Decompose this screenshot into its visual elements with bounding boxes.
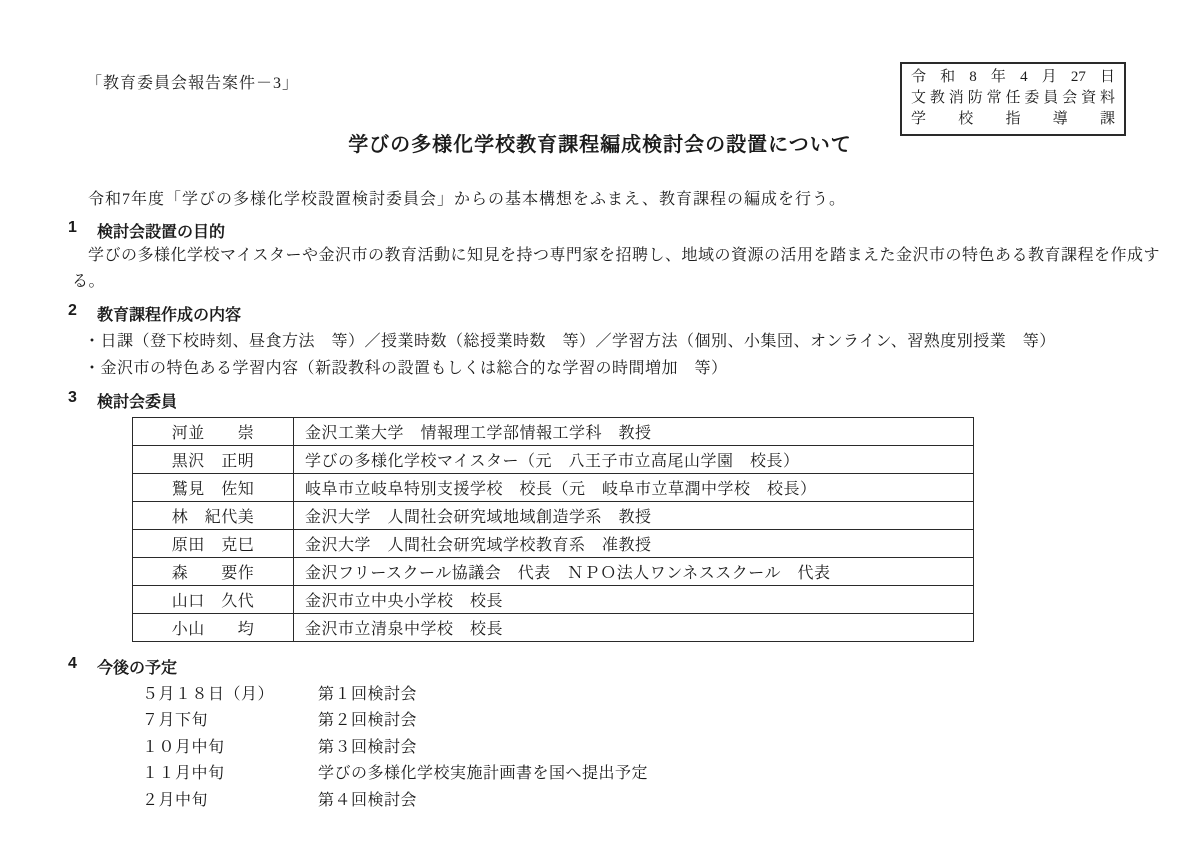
member-role-cell: 金沢大学 人間社会研究域学校教育系 准教授	[294, 530, 974, 558]
member-role-cell: 金沢工業大学 情報理工学部情報工学科 教授	[294, 418, 974, 446]
section-2-bullet-list	[84, 328, 1056, 381]
member-role-cell: 岐阜市立岐阜特別支援学校 校長（元 岐阜市立草潤中学校 校長）	[294, 474, 974, 502]
member-name-cell: 林 紀代美	[133, 502, 294, 530]
doc-reference-label: 「教育委員会報告案件－3」	[86, 75, 300, 92]
section-2-number: 2	[68, 302, 77, 319]
member-role-cell: 金沢市立清泉中学校 校長	[294, 614, 974, 642]
schedule-date: ５月１８日（月）	[142, 686, 275, 703]
member-role-cell: 学びの多様化学校マイスター（元 八王子市立高尾山学園 校長）	[294, 446, 974, 474]
section-4-title: 今後の予定	[97, 660, 178, 677]
section-1-body: 学びの多様化学校マイスターや金沢市の教育活動に知見を持つ専門家を招聘し、地域の資源の活用を踏まえた金沢市の特色ある教育課程を作成する。	[72, 247, 1161, 291]
table-row	[133, 614, 974, 642]
section-4-heading	[68, 655, 177, 678]
header-info-box	[900, 62, 1126, 136]
schedule-date: ７月下旬	[142, 712, 209, 730]
schedule-item	[142, 734, 648, 760]
schedule-date: １０月中旬	[142, 738, 225, 756]
intro-paragraph: 令和7年度「学びの多様化学校設置検討委員会」からの基本構想をふまえ、教育課程の編成を行う。	[88, 191, 846, 208]
table-row	[133, 558, 974, 586]
schedule-item	[142, 707, 648, 733]
section-3-title: 検討会委員	[97, 394, 178, 411]
member-name-cell: 原田 克巳	[133, 530, 294, 558]
table-row	[133, 502, 974, 530]
member-name-cell: 森 要作	[133, 558, 294, 586]
schedule-item	[142, 681, 648, 707]
schedule-list	[142, 681, 648, 813]
header-committee-name: 文教消防常任委員会資料	[911, 90, 1115, 106]
section-3-number: 3	[68, 389, 77, 406]
member-role-cell: 金沢市立中央小学校 校長	[294, 586, 974, 614]
schedule-event: 学びの多様化学校実施計画書を国へ提出予定	[318, 765, 649, 783]
section-2-title: 教育課程作成の内容	[97, 307, 242, 324]
page-title: 学びの多様化学校教育課程編成検討会の設置について	[348, 134, 852, 156]
schedule-date: １１月中旬	[142, 765, 225, 783]
table-row	[133, 474, 974, 502]
member-name-cell: 河並 崇	[133, 418, 294, 446]
table-row	[133, 418, 974, 446]
schedule-item	[142, 787, 648, 813]
table-row	[133, 530, 974, 558]
section-4-number: 4	[68, 655, 77, 672]
member-name-cell: 山口 久代	[133, 586, 294, 614]
member-name-cell: 小山 均	[133, 614, 294, 642]
member-name-cell: 黒沢 正明	[133, 446, 294, 474]
schedule-item	[142, 760, 648, 786]
schedule-event: 第３回検討会	[318, 738, 418, 756]
schedule-event: 第４回検討会	[318, 791, 418, 809]
member-role-cell: 金沢大学 人間社会研究域地域創造学系 教授	[294, 502, 974, 530]
section-3-heading	[68, 389, 177, 412]
section-1-title: 検討会設置の目的	[97, 224, 226, 241]
committee-members-table	[132, 417, 974, 642]
bullet-item: ・金沢市の特色ある学習内容（新設教科の設置もしくは総合的な学習の時間増加 等）	[84, 359, 728, 377]
section-1-heading	[68, 219, 225, 242]
table-row	[133, 586, 974, 614]
section-2-heading	[68, 302, 241, 325]
table-row	[133, 446, 974, 474]
schedule-event: 第１回検討会	[318, 686, 418, 703]
member-name-cell: 鷲見 佐知	[133, 474, 294, 502]
header-department: 学校指導課	[911, 111, 1115, 127]
header-date: 令和8年4月27日	[911, 69, 1115, 85]
bullet-item: ・日課（登下校時刻、昼食方法 等）／授業時数（総授業時数 等）／学習方法（個別、小集団、オンライン、習熟度別授業 等）	[84, 333, 1056, 350]
section-1-number: 1	[68, 219, 77, 236]
member-role-cell: 金沢フリースクール協議会 代表 ＮＰＯ法人ワンネススクール 代表	[294, 558, 974, 586]
schedule-date: ２月中旬	[142, 791, 209, 809]
schedule-event: 第２回検討会	[318, 712, 418, 730]
